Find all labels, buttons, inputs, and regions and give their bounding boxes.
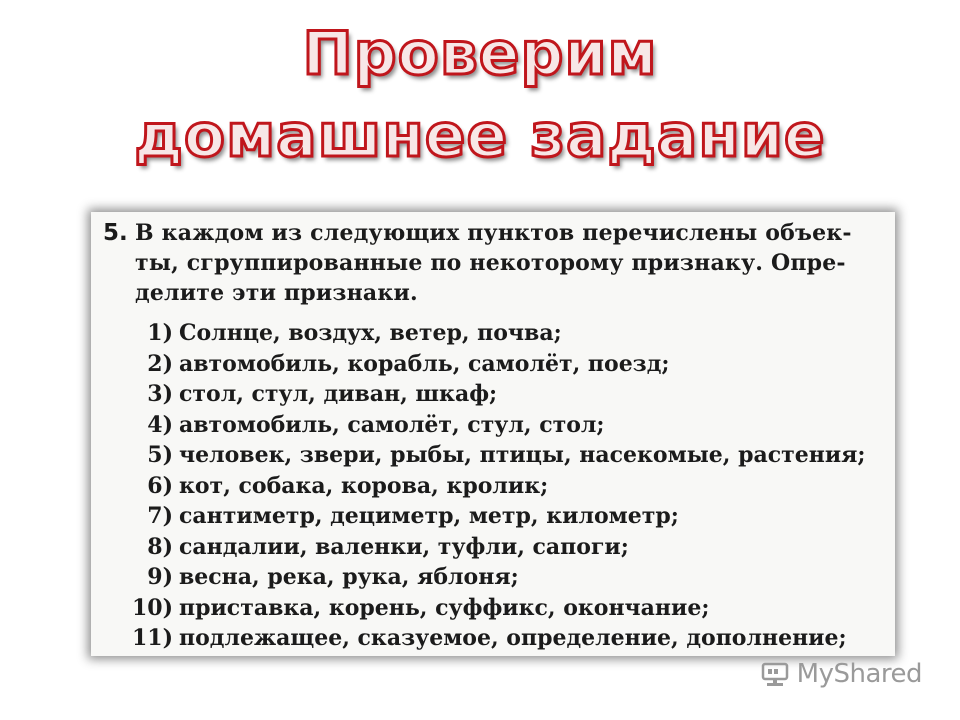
watermark-text: MyShared [796, 659, 922, 689]
task-line-3: делите эти признаки. [135, 280, 418, 306]
watermark [761, 656, 922, 692]
task-statement [103, 218, 885, 308]
list-item [103, 562, 885, 593]
list-item [103, 501, 885, 532]
list-item [103, 440, 885, 471]
list-item [103, 532, 885, 563]
task-line-1: В каждом из следующих пунктов перечислены объек- [135, 220, 852, 246]
slide-title-line-1: Проверим [302, 19, 658, 89]
list-item-text: человек, звери, рыбы, птицы, насекомые, растения; [179, 442, 866, 468]
myshared-logo-icon [761, 660, 789, 688]
list-item-text: Солнце, воздух, ветер, почва; [179, 320, 562, 346]
task-number: 5. [103, 220, 128, 246]
list-item-text: стол, стул, диван, шкаф; [179, 381, 498, 407]
list-item-text: автомобиль, самолёт, стул, стол; [179, 411, 605, 438]
list-item-text: подлежащее, сказуемое, определение, дополнение; [179, 625, 847, 651]
list-item-number: 8) [147, 533, 173, 560]
list-item-number: 7) [147, 503, 173, 529]
list-item-text: автомобиль, корабль, самолёт, поезд; [179, 350, 670, 377]
list-item-text: весна, река, рука, яблоня; [179, 564, 519, 590]
list-item-number: 3) [147, 381, 173, 407]
list-item [103, 379, 885, 410]
list-item-number: 6) [147, 472, 173, 499]
list-item-text: сандалии, валенки, туфли, сапоги; [179, 533, 629, 560]
list-item [103, 471, 885, 502]
list-item-number: 10) [131, 594, 173, 621]
task-line-2: ты, сгруппированные по некоторому признаку. Опре- [135, 250, 846, 276]
list-item-number: 5) [147, 442, 173, 468]
task-items-list [103, 318, 885, 654]
textbook-excerpt [91, 212, 895, 656]
list-item-number: 9) [147, 564, 173, 590]
list-item-number: 2) [147, 350, 173, 377]
list-item [103, 410, 885, 441]
list-item-number: 11) [131, 625, 173, 651]
list-item-number: 1) [147, 320, 173, 346]
slide-title-line-2: домашнее задание [134, 101, 826, 171]
list-item-text: приставка, корень, суффикс, окончание; [179, 594, 710, 621]
list-item [103, 349, 885, 380]
list-item [103, 593, 885, 624]
list-item [103, 623, 885, 654]
list-item [103, 318, 885, 349]
list-item-text: сантиметр, дециметр, метр, километр; [179, 503, 679, 529]
list-item-number: 4) [147, 411, 173, 438]
list-item-text: кот, собака, корова, кролик; [179, 472, 549, 499]
